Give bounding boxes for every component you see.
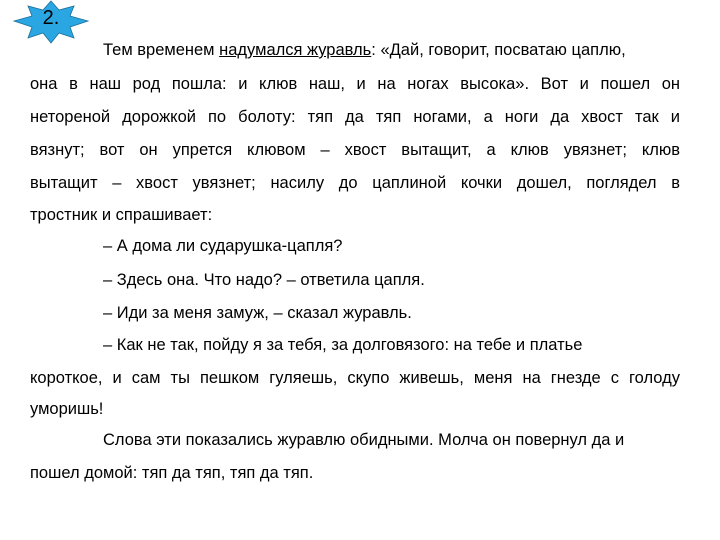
paragraph-line: нетореной дорожкой по болоту: тяп да тяп ногами, а ноги да хвост так и — [30, 108, 680, 126]
dialogue-line: – А дома ли сударушка-цапля? — [103, 237, 343, 255]
dialogue-line: – Здесь она. Что надо? – ответила цапля. — [103, 271, 425, 289]
number-badge — [12, 0, 90, 44]
paragraph-line: вытащит – хвост увязнет; насилу до цаплиной кочки дошел, поглядел в — [30, 174, 680, 192]
dialogue-line: – Иди за меня замуж, – сказал журавль. — [103, 304, 412, 322]
dialogue-line: короткое, и сам ты пешком гуляешь, скупо живешь, меня на гнезде с голоду — [30, 369, 680, 387]
dialogue-line: уморишь! — [30, 400, 104, 418]
paragraph-line: тростник и спрашивает: — [30, 206, 213, 224]
paragraph-line: вязнут; вот он упрется клювом – хвост вытащит, а клюв увязнет; клюв — [30, 141, 680, 159]
dialogue-line: – Как не так, пойду я за тебя, за долговязого: на тебе и платье — [103, 336, 583, 354]
final-line: Слова эти показались журавлю обидными. Молча он повернул да и — [103, 431, 625, 449]
final-line: пошел домой: тяп да тяп, тяп да тяп. — [30, 464, 314, 482]
underlined-phrase: надумался журавль — [219, 41, 372, 59]
badge-label: 2. — [42, 7, 60, 29]
paragraph-line: она в наш род пошла: и клюв наш, и на ногах высока». Вот и пошел он — [30, 75, 680, 93]
paragraph-line: Тем временем надумался журавль: «Дай, говорит, посватаю цаплю, — [103, 41, 626, 59]
